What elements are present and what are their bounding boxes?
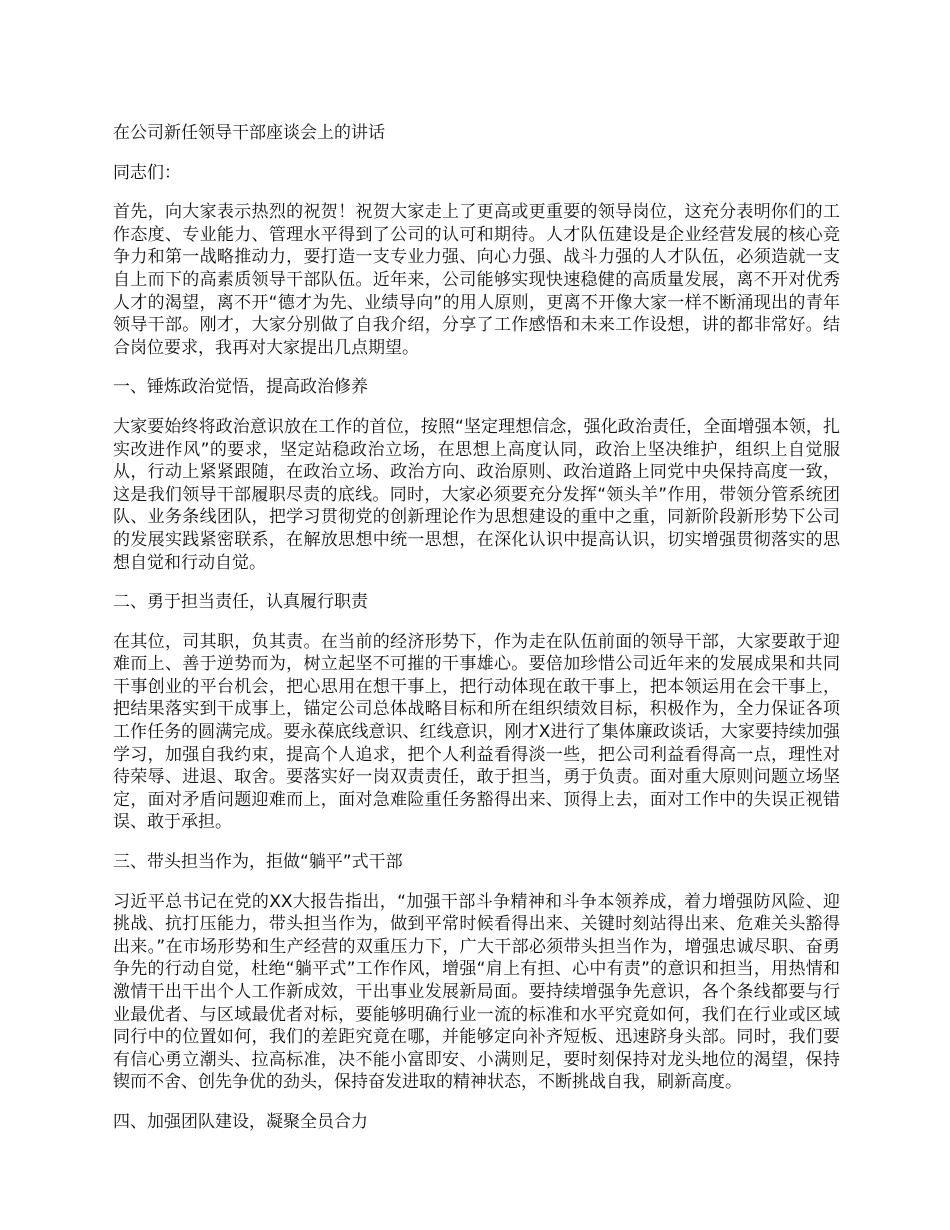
section-body-1: 大家要始终将政治意识放在工作的首位，按照“坚定理想信念，强化政治责任，全面增强本领，扎实改进作风”的要求，坚定站稳政治立场，在思想上高度认同，政治上坚决维护，组织上自觉服从，行动上紧紧跟随，在政治立场、政治方向、政治原则、政治道路上同党中央保持高度一致，这是我们领导干部履职尽责的底线。同时，大家必须要充分发挥“领头羊”作用，带领分管系统团队、业务条线团队，把学习贯彻党的创新理论作为思想建设的重中之重，同新阶段新形势下公司的发展实践紧密联系，在解放思想中统一思想，在深化认识中提高认识，切实增强贯彻落实的思想自觉和行动自觉。 <box>113 416 840 573</box>
section-heading-3: 三、带头担当作为，拒做“躺平”式干部 <box>113 852 403 873</box>
section-heading-4: 四、加强团队建设，凝聚全员合力 <box>113 1111 368 1132</box>
section-body-2: 在其位，司其职，负其责。在当前的经济形势下，作为走在队伍前面的领导干部，大家要敢于迎难而上、善于逆势而为，树立起坚不可摧的干事雄心。要倍加珍惜公司近年来的发展成果和共同干事创业的平台机会，把心思用在想干事上，把行动体现在敢干事上，把本领运用在会干事上，把结果落实到干成事上，锚定公司总体战略目标和所在组织绩效目标，积极作为，全力保证各项工作任务的圆满完成。要永葆底线意识、红线意识，刚才X进行了集体廉政谈话，大家要持续加强学习，加强自我约束，提高个人追求，把个人利益看得淡一些，把公司利益看得高一点，理性对待荣辱、进退、取舍。要落实好一岗双责责任，敢于担当，勇于负责。面对重大原则问题立场坚定，面对矛盾问题迎难而上，面对急难险重任务豁得出来、顶得上去，面对工作中的失误正视错误、敢于承担。 <box>113 631 840 833</box>
section-heading-2: 二、勇于担当责任，认真履行职责 <box>113 592 368 613</box>
intro-paragraph: 首先，向大家表示热烈的祝贺！祝贺大家走上了更高或更重要的领导岗位，这充分表明你们的工作态度、专业能力、管理水平得到了公司的认可和期待。人才队伍建设是企业经营发展的核心竞争力和第一战略推动力，要打造一支专业力强、向心力强、战斗力强的人才队伍，必须造就一支自上而下的高素质领导干部队伍。近年来，公司能够实现快速稳健的高质量发展，离不开对优秀人才的渴望，离不开“德才为先、业绩导向”的用人原则，更离不开像大家一样不断涌现出的青年领导干部。刚才，大家分别做了自我介绍，分享了工作感悟和未来工作设想，讲的都非常好。结合岗位要求，我再对大家提出几点期望。 <box>113 202 840 358</box>
document-title: 在公司新任领导干部座谈会上的讲话 <box>113 123 385 143</box>
section-heading-1: 一、锤炼政治觉悟，提高政治修养 <box>113 377 368 398</box>
document-body <box>113 122 840 1151</box>
section-body-3: 习近平总书记在党的XX大报告指出，“加强干部斗争精神和斗争本领养成，着力增强防风险、迎挑战、抗打压能力，带头担当作为，做到平常时候看得出来、关键时刻站得出来、危难关头豁得出来。”在市场形势和生产经营的双重压力下，广大干部必须带头担当作为，增强忠诚尽职、奋勇争先的行动自觉，杜绝“躺平式”工作作风，增强“肩上有担、心中有责”的意识和担当，用热情和激情干出干出个人工作新成效，干出事业发展新局面。要持续增强争先意识，各个条线都要与行业最优者、与区域最优者对标，要能够明确行业一流的标准和水平究竟如何，我们在行业或区域同行中的位置如何，我们的差距究竟在哪，并能够定向补齐短板、迅速跻身头部。同时，我们要有信心勇立潮头、拉高标准，决不能小富即安、小满则足，要时刻保持对龙头地位的渴望，保持锲而不舍、创先争优的劲头，保持奋发进取的精神状态，不断挑战自我，刷新高度。 <box>113 891 840 1093</box>
salutation: 同志们： <box>113 162 181 183</box>
